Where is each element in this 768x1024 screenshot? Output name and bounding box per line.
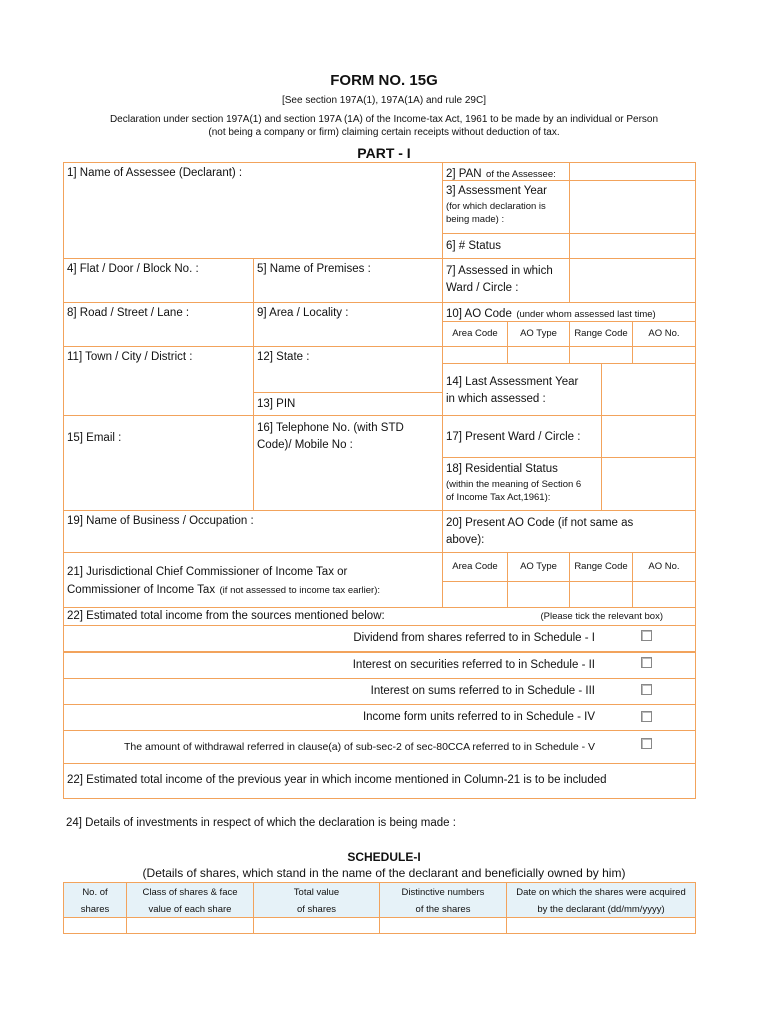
present-ao-type-header: AO Type [507,552,570,582]
pan-label: 2] PAN [446,168,482,180]
schedule-title: SCHEDULE-I [347,850,421,864]
status-label-cell [442,233,570,259]
business-occupation-label: 19] Name of Business / Occupation : [67,515,254,527]
road-street-cell[interactable] [63,302,254,347]
road-street-label: 8] Road / Street / Lane : [67,307,190,319]
present-ao-area-code-input[interactable] [442,581,508,608]
state-label: 12] State : [257,351,310,363]
present-ao-area-code-header: Area Code [442,552,508,582]
flat-door-cell[interactable] [63,258,254,303]
source-withdrawal-label: The amount of withdrawal referred in clause(a) of sub-sec-2 of sec-80CCA referred to in Schedule - V [124,741,595,753]
col-class-line1: Class of shares & face [142,887,238,898]
telephone-cell[interactable] [253,415,443,511]
schedule-row-distinctive-numbers[interactable] [379,917,507,934]
col-distinctive-line1: Distinctive numbers [401,887,485,898]
pan-label-cell [442,162,570,181]
assessed-ward-label-1: 7] Assessed in which [446,265,553,277]
residential-status-input-cell[interactable] [601,457,696,511]
col-distinctive-line2: of the shares [415,904,471,915]
schedule-subtitle: (Details of shares, which stand in the name of the declarant and beneficially owned by him) [142,866,626,880]
present-ao-code-label-2: above): [446,534,485,546]
telephone-label-2: Code)/ Mobile No : [257,439,353,451]
ao-area-code-header: Area Code [442,321,508,347]
email-label: 15] Email : [67,432,122,444]
last-assessment-label-1: 14] Last Assessment Year [446,376,579,388]
col-class-line2: value of each share [148,904,232,915]
col-date-line2: by the declarant (dd/mm/yyyy) [537,904,665,915]
withdrawal-checkbox[interactable] [641,738,652,749]
units-checkbox[interactable] [641,711,652,722]
schedule-col-distinctive-numbers [379,882,507,918]
col-no-of-shares-line2: shares [80,904,110,915]
col-total-value-line1: Total value [293,887,340,898]
premises-cell[interactable] [253,258,443,303]
pan-label-note: of the Assessee: [486,169,556,180]
flat-door-label: 4] Flat / Door / Block No. : [67,263,199,275]
schedule-col-date-acquired [506,882,696,918]
business-occupation-cell[interactable] [63,510,443,553]
area-locality-label: 9] Area / Locality : [257,307,349,319]
town-city-label: 11] Town / City / District : [67,351,193,363]
section-reference: [See section 197A(1), 197A(1A) and rule 29C] [281,95,486,106]
schedule-row-class-of-shares[interactable] [126,917,254,934]
assessed-ward-input-cell[interactable] [569,258,696,303]
jurisdictional-commissioner-label-2: Commissioner of Income Tax [67,584,216,596]
ao-no-header: AO No. [632,321,696,347]
present-ward-label: 17] Present Ward / Circle : [446,431,581,443]
pin-cell[interactable] [253,392,443,416]
source-units-label: Income form units referred to in Schedule - IV [362,711,595,723]
jurisdictional-commissioner-cell[interactable] [63,552,443,608]
residential-status-note-2: of Income Tax Act,1961): [446,492,551,503]
source-dividend-label: Dividend from shares referred to in Schedule - I [353,632,595,644]
present-ward-input-cell[interactable] [601,415,696,458]
present-ao-type-input[interactable] [507,581,570,608]
present-ao-code-label-cell [442,510,696,553]
tick-box-hint: (Please tick the relevant box) [540,611,663,622]
previous-year-income-cell[interactable] [63,763,696,799]
securities-checkbox[interactable] [641,657,652,668]
estimated-income-header-cell [63,607,696,626]
sums-checkbox[interactable] [641,684,652,695]
col-no-of-shares-line1: No. of [82,887,108,898]
name-of-assessee-label: 1] Name of Assessee (Declarant) : [67,167,243,179]
schedule-col-total-value [253,882,380,918]
jurisdictional-commissioner-label-1: 21] Jurisdictional Chief Commissioner of Income Tax or [67,566,348,578]
ao-type-header: AO Type [507,321,570,347]
ao-area-code-input[interactable] [442,346,508,364]
col-total-value-line2: of shares [296,904,337,915]
estimated-income-label: 22] Estimated total income from the sources mentioned below: [67,610,385,622]
source-sums-label: Interest on sums referred to in Schedule - III [370,685,595,697]
schedule-row-no-of-shares[interactable] [63,917,127,934]
town-city-cell[interactable] [63,346,254,416]
present-ward-label-cell [442,415,602,458]
previous-year-income-label: 22] Estimated total income of the previous year in which income mentioned in Column-21 is to be included [67,774,607,786]
schedule-row-total-value[interactable] [253,917,380,934]
part-heading: PART - I [357,145,411,161]
present-ao-no-input[interactable] [632,581,696,608]
form-title: FORM NO. 15G [330,72,438,89]
ao-range-code-header: Range Code [569,321,633,347]
present-ao-range-code-input[interactable] [569,581,633,608]
assessed-ward-label-cell [442,258,570,303]
schedule-row-date-acquired[interactable] [506,917,696,934]
source-securities-label: Interest on securities referred to in Schedule - II [352,659,595,671]
status-label: 6] # Status [446,240,501,252]
pin-label: 13] PIN [257,398,296,410]
premises-label: 5] Name of Premises : [257,263,371,275]
residential-status-note-1: (within the meaning of Section 6 [446,479,582,490]
residential-status-label: 18] Residential Status [446,463,558,475]
ao-code-note: (under whom assessed last time) [516,309,656,320]
ao-code-label-cell [442,302,696,322]
last-assessment-label-cell [442,363,602,416]
assessment-year-note-2: being made) : [446,214,505,225]
ao-no-input[interactable] [632,346,696,364]
state-cell[interactable] [253,346,443,393]
pan-input-cell[interactable] [569,162,696,181]
residential-status-label-cell [442,457,602,511]
dividend-checkbox[interactable] [641,630,652,641]
status-input-cell[interactable] [569,233,696,259]
present-ao-code-label-1: 20] Present AO Code (if not same as [446,517,634,529]
last-assessment-label-2: in which assessed : [446,393,546,405]
present-ao-no-header: AO No. [632,552,696,582]
name-of-assessee-cell[interactable] [63,162,443,259]
last-assessment-input-cell[interactable] [601,363,696,416]
schedule-col-class-of-shares [126,882,254,918]
ao-type-input[interactable] [507,346,570,364]
declaration-line-1: Declaration under section 197A(1) and section 197A (1A) of the Income-tax Act, 1961 to be made by an individual or Person [109,114,659,125]
area-locality-cell[interactable] [253,302,443,347]
assessment-year-input-cell[interactable] [569,180,696,234]
assessment-year-note-1: (for which declaration is [446,201,546,212]
email-cell[interactable] [63,415,254,511]
ao-range-code-input[interactable] [569,346,633,364]
investment-details-label: 24] Details of investments in respect of which the declaration is being made : [66,817,456,829]
jurisdictional-commissioner-note: (if not assessed to income tax earlier): [219,585,381,596]
schedule-col-no-of-shares [63,882,127,918]
col-date-line1: Date on which the shares were acquired [516,887,686,898]
present-ao-range-code-header: Range Code [569,552,633,582]
ao-code-label: 10] AO Code [446,308,512,320]
assessment-year-label-cell [442,180,570,234]
telephone-label-1: 16] Telephone No. (with STD [257,422,404,434]
assessment-year-label: 3] Assessment Year [446,185,548,197]
assessed-ward-label-2: Ward / Circle : [446,282,519,294]
declaration-line-2: (not being a company or firm) claiming certain receipts without deduction of tax. [208,127,560,138]
